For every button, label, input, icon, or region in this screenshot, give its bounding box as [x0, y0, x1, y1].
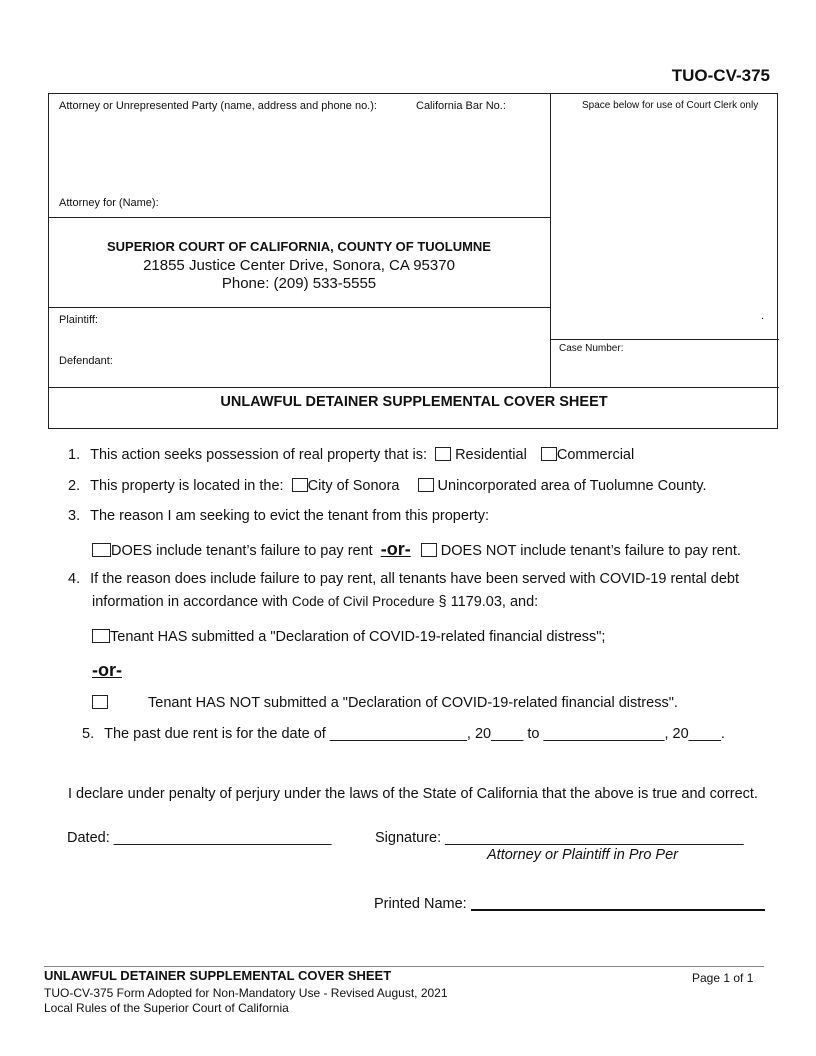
caption-divider-court — [49, 307, 550, 308]
item-2 — [68, 478, 707, 494]
item-4-line-2 — [92, 594, 538, 610]
item-5-number: 5. — [82, 726, 95, 742]
city-of-sonora-label: City of Sonora — [307, 478, 400, 494]
commercial-label: Commercial — [556, 447, 635, 463]
item-3-options — [92, 539, 741, 560]
clerk-use-label: Space below for use of Court Clerk only — [582, 100, 759, 111]
or-separator-2: -or- — [92, 660, 122, 680]
residential-checkbox[interactable] — [435, 447, 451, 461]
case-number-label: Case Number: — [559, 343, 624, 354]
attorney-for-label: Attorney for (Name): — [59, 197, 159, 209]
court-address: 21855 Justice Center Drive, Sonora, CA 95370 — [143, 257, 455, 274]
page-number: Page 1 of 1 — [692, 971, 754, 985]
printed-name-line[interactable] — [471, 909, 765, 911]
item-3 — [68, 508, 489, 524]
signature-caption: Attorney or Plaintiff in Pro Per — [487, 847, 678, 863]
footer-title: UNLAWFUL DETAINER SUPPLEMENTAL COVER SHEET — [44, 968, 392, 983]
clerk-dot: . — [761, 310, 765, 322]
item-4-line-2-a: information in accordance with — [92, 594, 288, 610]
footer-rule — [44, 966, 764, 967]
attorney-label: Attorney or Unrepresented Party (name, address and phone no.): — [59, 100, 377, 112]
item-5 — [82, 726, 725, 742]
item-4-line-2-c: § 1179.03, and: — [438, 594, 539, 610]
item-4-number: 4. — [68, 571, 81, 587]
past-due-rent-dates: The past due rent is for the date of _________________, 20____ to _______________, 20____. — [104, 726, 725, 742]
item-4 — [68, 571, 739, 587]
dated-field[interactable]: Dated: ___________________________ — [67, 830, 332, 846]
does-not-include-rent-label: DOES NOT include tenant’s failure to pay rent. — [440, 543, 741, 559]
item-1-text: This action seeks possession of real property that is: — [90, 447, 428, 463]
court-phone: Phone: (209) 533-5555 — [221, 275, 377, 292]
caption-divider-vertical — [550, 94, 551, 387]
declaration-submitted-checkbox[interactable] — [92, 629, 110, 643]
item-2-text: This property is located in the: — [90, 478, 284, 494]
item-1-number: 1. — [68, 447, 81, 463]
declaration-submitted-label: Tenant HAS submitted a "Declaration of COVID-19-related financial distress"; — [110, 629, 606, 645]
item-4-option-has — [92, 629, 605, 645]
does-include-rent-label: DOES include tenant’s failure to pay rent — [111, 543, 373, 559]
declaration-not-submitted-label: Tenant HAS NOT submitted a "Declaration of COVID-19-related financial distress". — [148, 695, 678, 711]
does-not-include-rent-checkbox[interactable] — [421, 543, 437, 557]
perjury-declaration: I declare under penalty of perjury under the laws of the State of California that the above is true and correct. — [68, 786, 758, 802]
residential-label: Residential — [455, 447, 527, 463]
declaration-not-submitted-checkbox[interactable] — [92, 695, 108, 709]
footer-local-rules: Local Rules of the Superior Court of California — [44, 1001, 289, 1015]
does-include-rent-checkbox[interactable] — [92, 543, 111, 557]
commercial-checkbox[interactable] — [541, 447, 557, 461]
unincorporated-area-label: Unincorporated area of Tuolumne County. — [437, 478, 707, 494]
caption-divider-clerk — [550, 339, 779, 340]
item-2-number: 2. — [68, 478, 81, 494]
plaintiff-label: Plaintiff: — [59, 314, 98, 326]
signature-field[interactable]: Signature: _____________________________________ — [375, 830, 744, 846]
court-name: SUPERIOR COURT OF CALIFORNIA, COUNTY OF TUOLUMNE — [107, 239, 491, 254]
caption-divider-title — [49, 387, 779, 388]
unincorporated-area-checkbox[interactable] — [418, 478, 434, 492]
caption-divider-attorney — [49, 217, 550, 218]
footer-form-info: TUO-CV-375 Form Adopted for Non-Mandatory Use - Revised August, 2021 — [44, 986, 448, 1000]
bar-number-label: California Bar No.: — [416, 100, 506, 112]
item-3-text: The reason I am seeking to evict the tenant from this property: — [90, 508, 490, 524]
item-4-line-1: If the reason does include failure to pay rent, all tenants have been served with COVID-19 rental debt — [90, 571, 739, 587]
city-of-sonora-checkbox[interactable] — [292, 478, 308, 492]
or-separator-1: -or- — [380, 539, 411, 559]
defendant-label: Defendant: — [59, 355, 113, 367]
item-1 — [68, 447, 634, 463]
ccp-reference: Code of Civil Procedure — [291, 594, 435, 609]
item-3-number: 3. — [68, 508, 81, 524]
item-4-option-has-not — [92, 695, 678, 711]
form-title: UNLAWFUL DETAINER SUPPLEMENTAL COVER SHEET — [220, 394, 608, 410]
printed-name-label: Printed Name: — [374, 896, 467, 912]
caption-box — [48, 93, 778, 429]
form-code: TUO-CV-375 — [671, 66, 770, 85]
